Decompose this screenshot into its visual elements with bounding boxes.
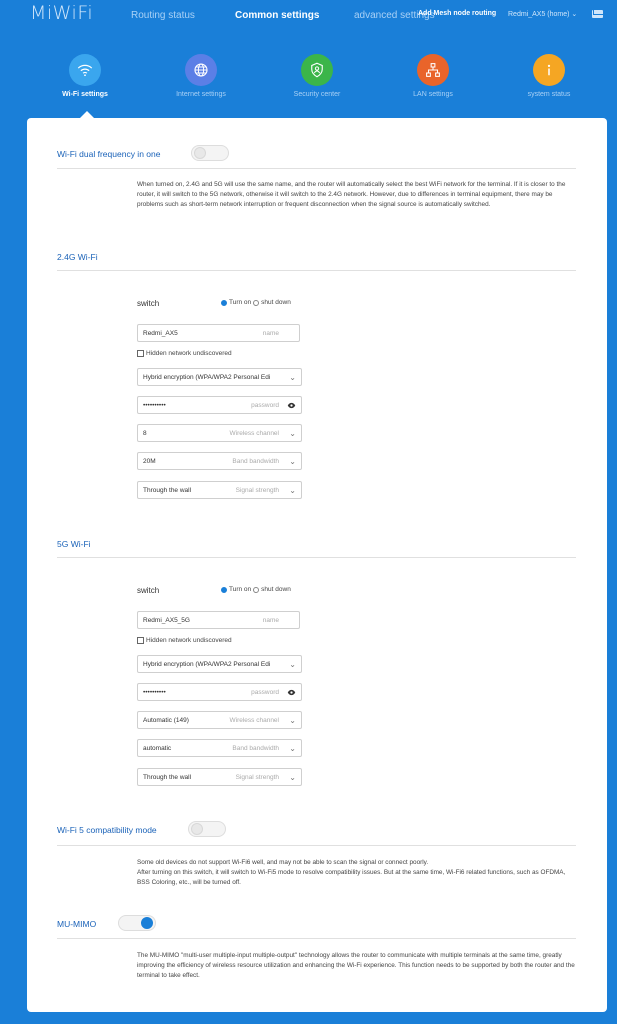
wifi24-switch-label: switch (137, 299, 160, 308)
wifi24-bandwidth-select[interactable] (137, 452, 302, 470)
subnav-label: LAN settings (413, 91, 453, 98)
subnav-security-center[interactable] (259, 54, 375, 98)
subnav-label: system status (527, 91, 571, 98)
subnav-lan-settings[interactable] (375, 54, 491, 98)
shield-icon (301, 54, 333, 86)
wifi5-name-field[interactable] (137, 611, 300, 629)
mail-icon[interactable] (592, 10, 603, 18)
nav-routing-status[interactable]: Routing status (131, 10, 195, 21)
wifi5-bandwidth-select[interactable] (137, 739, 302, 757)
subnav-label: Wi-Fi settings (62, 91, 108, 98)
wifi5-radio-on[interactable] (221, 587, 227, 593)
radio-label: Turn on (229, 586, 252, 593)
subnav-system-status[interactable] (491, 54, 607, 98)
checkbox-label: Hidden network undiscovered (146, 637, 232, 644)
eye-icon[interactable] (287, 401, 296, 410)
wifi5-signal-select[interactable] (137, 768, 302, 786)
wifi5-title: 5G Wi-Fi (57, 539, 91, 549)
compat-description-1: Some old devices do not support Wi-Fi6 well, and may not be able to scan the signal or connect poorly. (137, 859, 429, 866)
field-value: Hybrid encryption (WPA/WPA2 Personal Edi (143, 661, 271, 668)
toggle-knob (141, 917, 153, 929)
radio-label: shut down (261, 299, 291, 306)
chevron-down-icon: ⌄ (289, 744, 296, 753)
field-placeholder: Wireless channel (229, 717, 279, 724)
field-placeholder: Band bandwidth (232, 745, 279, 752)
wifi24-encryption-select[interactable] (137, 368, 302, 386)
wifi24-radio-off[interactable] (253, 300, 259, 306)
divider (57, 557, 576, 558)
wifi5-hidden-row[interactable] (137, 637, 232, 644)
compat-toggle[interactable] (188, 821, 226, 837)
nav-advanced-settings[interactable]: advanced settings (354, 10, 435, 21)
field-value: automatic (143, 745, 172, 752)
field-value: Through the wall (143, 774, 192, 781)
user-menu[interactable] (508, 10, 577, 18)
info-icon (533, 54, 565, 86)
field-value: Through the wall (143, 487, 192, 494)
dual-frequency-title: Wi-Fi dual frequency in one (57, 149, 161, 159)
compat-title: Wi-Fi 5 compatibility mode (57, 825, 157, 835)
settings-card (27, 118, 607, 1012)
chevron-down-icon: ⌄ (289, 773, 296, 782)
nav-common-settings[interactable]: Common settings (235, 10, 320, 21)
field-value: 20M (143, 458, 156, 465)
toggle-knob (194, 147, 206, 159)
wifi24-switch-radios (221, 299, 291, 306)
wifi24-password-field[interactable] (137, 396, 302, 414)
checkbox-label: Hidden network undiscovered (146, 350, 232, 357)
chevron-down-icon: ⌄ (289, 457, 296, 466)
mumimo-description: The MU-MIMO "multi-user multiple-input multiple-output" technology allows the router to communicate with multiple terminals at the same time, greatly improving the efficiency of wireless resource utilization and enhancing the Wi-Fi experience. This function needs to be supported by both the router and the terminal to take effect. (137, 952, 575, 979)
add-mesh-link[interactable]: Add Mesh node routing (418, 10, 497, 17)
wifi24-title: 2.4G Wi-Fi (57, 252, 98, 262)
wifi5-encryption-select[interactable] (137, 655, 302, 673)
field-value: Automatic (149) (143, 717, 189, 724)
active-tab-caret (80, 111, 94, 118)
wifi24-radio-on[interactable] (221, 300, 227, 306)
logo: MiWiFi (30, 2, 94, 24)
field-placeholder: Wireless channel (229, 430, 279, 437)
wifi24-hidden-row[interactable] (137, 350, 232, 357)
divider (57, 168, 576, 169)
dual-frequency-description: When turned on, 2.4G and 5G will use the same name, and the router will automatically select the best WiFi network for the terminal. If it is closer to the router, it will switch to the 5G network, otherwise it will switch to the 2.4G network. However, due to differences in terminal equipment, there may be problems such as short-term network interruption or frequent disconnection when the signal source is automatically switched. (137, 181, 566, 208)
mumimo-title: MU-MIMO (57, 919, 97, 929)
radio-label: Turn on (229, 299, 252, 306)
wifi24-hidden-checkbox[interactable] (137, 350, 144, 357)
field-placeholder: Signal strength (235, 487, 279, 494)
top-bar (0, 0, 617, 40)
field-placeholder: password (251, 689, 279, 696)
subnav-internet-settings[interactable] (143, 54, 259, 98)
radio-label: shut down (261, 586, 291, 593)
eye-icon[interactable] (287, 688, 296, 697)
field-value: 8 (143, 430, 147, 437)
field-placeholder: Band bandwidth (232, 458, 279, 465)
wifi5-switch-label: switch (137, 586, 160, 595)
divider (57, 938, 576, 939)
field-placeholder: password (251, 402, 279, 409)
chevron-down-icon: ⌄ (289, 660, 296, 669)
chevron-down-icon: ⌄ (289, 429, 296, 438)
wifi5-channel-select[interactable] (137, 711, 302, 729)
field-value: •••••••••• (143, 689, 166, 696)
field-value: Redmi_AX5 (143, 330, 178, 337)
mumimo-toggle[interactable] (118, 915, 156, 931)
subnav-label: Internet settings (176, 91, 226, 98)
chevron-down-icon: ⌄ (289, 486, 296, 495)
subnav-label: Security center (293, 91, 341, 98)
field-placeholder: Signal strength (235, 774, 279, 781)
user-name: Redmi_AX5 (home) (508, 11, 570, 18)
wifi5-password-field[interactable] (137, 683, 302, 701)
chevron-down-icon: ⌄ (289, 373, 296, 382)
wifi24-channel-select[interactable] (137, 424, 302, 442)
globe-icon (185, 54, 217, 86)
network-icon (417, 54, 449, 86)
field-value: Redmi_AX5_5G (143, 617, 190, 624)
wifi-icon (69, 54, 101, 86)
divider (57, 270, 576, 271)
wifi5-radio-off[interactable] (253, 587, 259, 593)
divider (57, 845, 576, 846)
field-value: •••••••••• (143, 402, 166, 409)
wifi5-switch-radios (221, 586, 291, 593)
toggle-knob (191, 823, 203, 835)
field-placeholder: name (262, 617, 279, 624)
chevron-down-icon: ⌄ (571, 11, 578, 18)
field-placeholder: name (262, 330, 279, 337)
wifi24-signal-select[interactable] (137, 481, 302, 499)
wifi24-name-field[interactable] (137, 324, 300, 342)
chevron-down-icon: ⌄ (289, 716, 296, 725)
subnav-wifi-settings[interactable] (27, 54, 143, 98)
field-value: Hybrid encryption (WPA/WPA2 Personal Edi (143, 374, 271, 381)
compat-description-2: After turning on this switch, it will switch to Wi-Fi5 mode to resolve compatibility issues. But at the same time, Wi-Fi6 related functions, such as OFDMA, BSS Coloring, etc., will be turned off. (137, 869, 566, 886)
dual-frequency-toggle[interactable] (191, 145, 229, 161)
wifi5-hidden-checkbox[interactable] (137, 637, 144, 644)
